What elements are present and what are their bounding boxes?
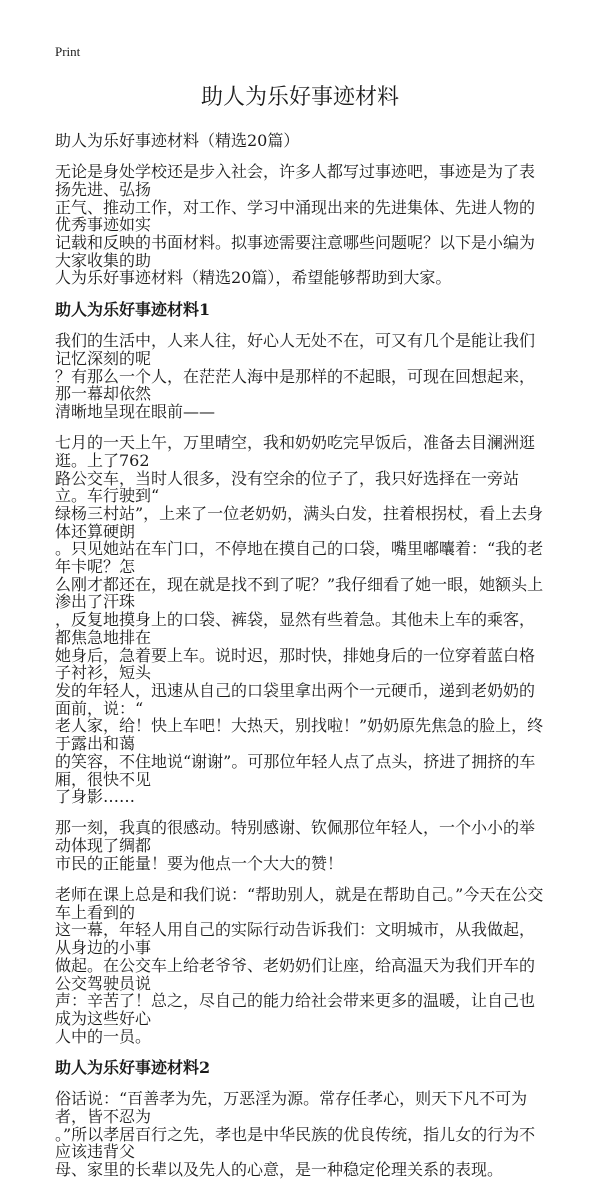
- paragraph-line: 俗话说：“百善孝为先，万恶淫为源。常存任孝心，则天下凡不可为者，皆不忍为: [55, 1089, 528, 1127]
- paragraph: [55, 886, 550, 1045]
- subtitle-text: 助人为乐好事迹材料（精选20篇）: [55, 131, 300, 150]
- paragraph-line: 人为乐好事迹材料（精选20篇），希望能够帮助到大家。: [55, 268, 452, 288]
- document-body: [55, 163, 550, 1179]
- paragraph-line: 么刚才都还在，现在就是找不到了呢？”我仔细看了她一眼，她额头上渗出了汗珠: [55, 574, 544, 612]
- paragraph-line: 那一刻，我真的很感动。特别感谢、钦佩那位年轻人，一个小小的举动体现了绸都: [55, 818, 536, 856]
- paragraph-line: 。”所以孝居百行之先，孝也是中华民族的优良传统，指儿女的行为不应该违背父: [55, 1124, 536, 1162]
- paragraph: [55, 332, 550, 421]
- paragraph-line: 她身后，急着要上车。说时迟，那时快，排她身后的一位穿着蓝白格子衬衫，短头: [55, 645, 536, 683]
- section-heading: 助人为乐好事迹材料2: [55, 1057, 211, 1077]
- subtitle: [55, 132, 550, 150]
- paragraph-line: 这一幕，年轻人用自己的实际行动告诉我们：文明城市，从我做起，从身边的小事: [55, 920, 536, 958]
- paragraph-line: ？有那么一个人，在茫茫人海中是那样的不起眼，可现在回想起来，那一幕却依然: [55, 366, 536, 404]
- paragraph-line: 做起。在公交车上给老爷爷、老奶奶们让座，给高温天为我们开车的公交驾驶员说: [55, 955, 536, 993]
- print-link[interactable]: Print: [55, 44, 81, 59]
- paragraph-line: 清晰地呈现在眼前——: [55, 401, 216, 421]
- paragraph-line: 无论是身处学校还是步入社会，许多人都写过事迹吧，事迹是为了表扬先进、弘扬: [55, 162, 536, 199]
- paragraph-line: 发的年轻人，迅速从自己的口袋里拿出两个一元硬币，递到老奶奶的面前，说：“: [55, 680, 536, 718]
- paragraph-line: 了身影……: [55, 787, 136, 807]
- paragraph-line: 绿杨三村站”，上来了一位老奶奶，满头白发，拄着根拐杖，看上去身体还算硬朗: [55, 503, 544, 541]
- paragraph-line: 我们的生活中，人来人往，好心人无处不在，可又有几个是能让我们记忆深刻的呢: [55, 331, 536, 368]
- paragraph-line: 七月的一天上午，万里晴空，我和奶奶吃完早饭后，准备去目澜洲逛逛。上了762: [55, 433, 536, 470]
- paragraph-line: 记载和反映的书面材料。拟事迹需要注意哪些问题呢？以下是小编为大家收集的助: [55, 233, 536, 270]
- paragraph: [55, 163, 550, 287]
- paragraph: [55, 434, 550, 806]
- paragraph: [55, 1090, 550, 1179]
- paragraph-line: 老人家，给！快上车吧！大热天，别找啦！”奶奶原先焦急的脸上，终于露出和蔼: [55, 716, 544, 754]
- paragraph-line: 人中的一员。: [55, 1026, 152, 1046]
- paragraph-line: 正气、推动工作，对工作、学习中涌现出来的先进集体、先进人物的优秀事迹如实: [55, 197, 536, 235]
- paragraph-line: ，反复地摸身上的口袋、裤袋，显然有些着急。其他未上车的乘客，都焦急地排在: [55, 610, 536, 647]
- page-title: 助人为乐好事迹材料: [200, 85, 399, 110]
- paragraph-line: 老师在课上总是和我们说：“帮助别人，就是在帮助自己。”今天在公交车上看到的: [55, 885, 544, 922]
- paragraph: [55, 819, 550, 872]
- paragraph-line: 。只见她站在车门口，不停地在摸自己的口袋，嘴里嘟囔着：“我的老年卡呢？怎: [55, 539, 544, 577]
- paragraph-line: 的笑容，不住地说“谢谢”。可那位年轻人点了点头，挤进了拥挤的车厢，很快不见: [55, 751, 536, 789]
- paragraph-line: 母、家里的长辈以及先人的心意，是一种稳定伦理关系的表现。: [55, 1160, 504, 1180]
- paragraph-line: 声：辛苦了！总之，尽自己的能力给社会带来更多的温暖，让自己也成为这些好心: [55, 991, 536, 1028]
- paragraph-line: 路公交车，当时人很多，没有空余的位子了，我只好选择在一旁站立。车行驶到“: [55, 468, 520, 506]
- paragraph-line: 市民的正能量！要为他点一个大大的赞！: [55, 853, 344, 873]
- section-heading: 助人为乐好事迹材料1: [55, 299, 211, 319]
